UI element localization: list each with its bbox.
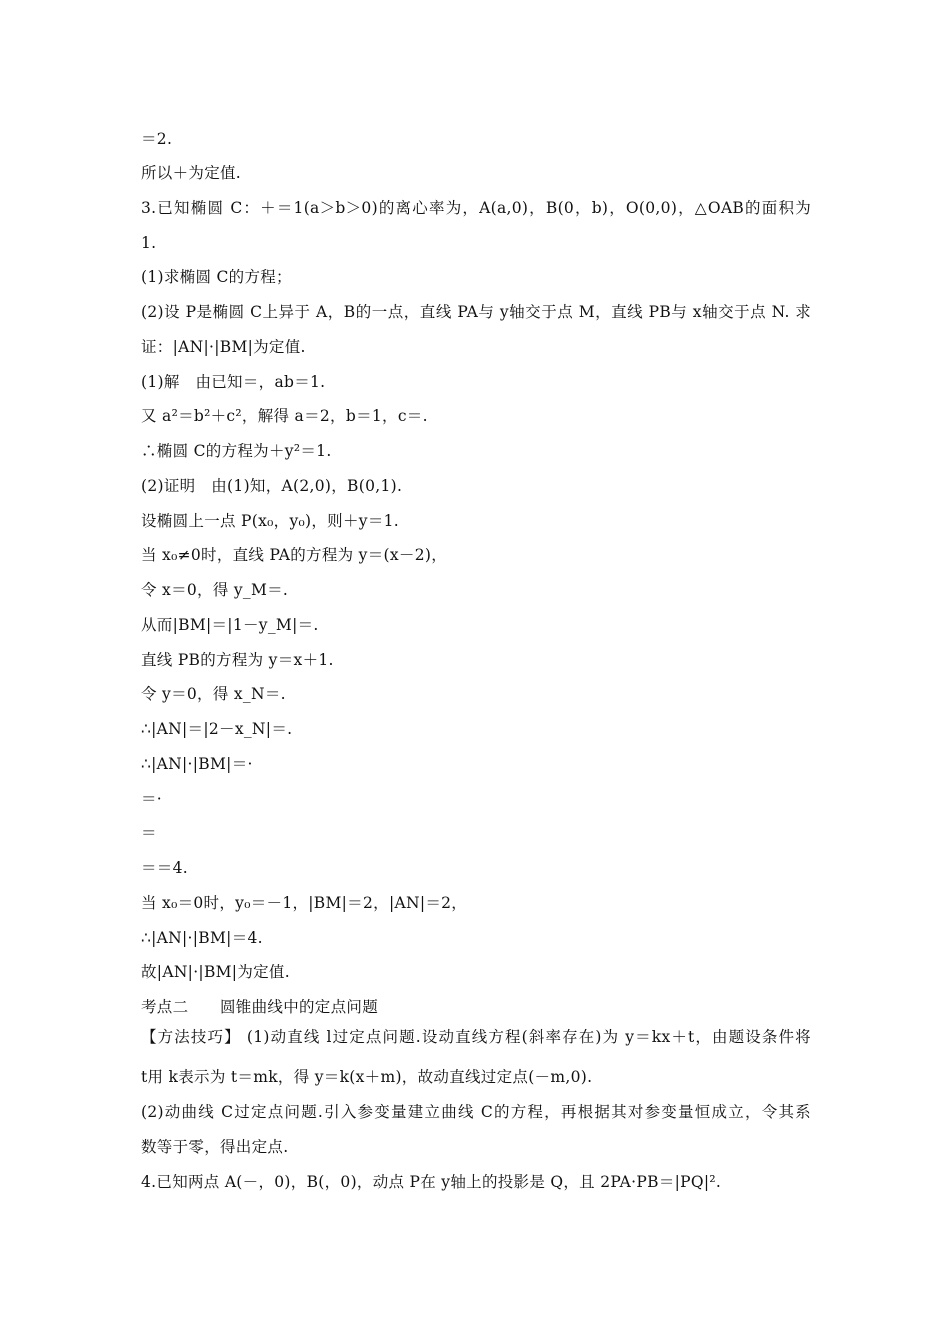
text-line: ∴|AN|·|BM|＝· [141,755,253,773]
text-line: t用 k表示为 t＝mk，得 y＝k(x＋m)，故动直线过定点(－m,0). [141,1068,593,1086]
text-line: ∴|AN|·|BM|＝4. [141,929,263,947]
text-line: 所以＋为定值. [141,164,242,182]
text-line: 1. [141,234,157,252]
text-line: 当 x₀≠0时，直线 PA的方程为 y＝(x－2)， [141,546,448,564]
problem-3-statement: 3.已知椭圆 C：＋＝1(a＞b＞0)的离心率为，A(a,0)，B(0，b)，O(0,0)，△OAB的面积为 [141,199,811,217]
text-line: 令 x＝0，得 y_M＝. [141,581,289,599]
text-line: 数等于零，得出定点. [141,1138,289,1156]
text-line: 故|AN|·|BM|为定值. [141,963,290,981]
method-tip: 【方法技巧】 (1)动直线 l过定点问题.设动直线方程(斜率存在)为 y＝kx＋t，由题设条件将 [141,1028,811,1046]
text-line: ∴|AN|＝|2－x_N|＝. [141,720,293,738]
text-line: 证：|AN|·|BM|为定值. [141,338,306,356]
text-line: ＝2. [141,130,173,148]
problem-4-statement: 4.已知两点 A(－，0)，B(，0)，动点 P在 y轴上的投影是 Q，且 2PA·PB＝|PQ|². [141,1173,722,1191]
text-line: 从而|BM|＝|1－y_M|＝. [141,616,319,634]
text-line: ＝＝4. [141,859,188,877]
text-line: 当 x₀＝0时，y₀＝－1，|BM|＝2，|AN|＝2， [141,894,468,912]
text-line: 令 y＝0，得 x_N＝. [141,685,286,703]
question-2: (2)设 P是椭圆 C上异于 A，B的一点，直线 PA与 y轴交于点 M，直线 PB与 x轴交于点 N. 求 [141,303,811,321]
text-line: (2)动曲线 C过定点问题.引入参变量建立曲线 C的方程，再根据其对参变量恒成立，令其系 [141,1103,811,1121]
text-line: 又 a²＝b²＋c²，解得 a＝2，b＝1，c＝. [141,407,428,425]
text-line: ＝· [141,790,163,808]
text-line: 直线 PB的方程为 y＝x＋1. [141,651,334,669]
question-1: (1)求椭圆 C的方程； [141,268,292,286]
text-line: ＝ [141,824,157,842]
section-heading: 考点二 圆锥曲线中的定点问题 [141,998,379,1016]
text-line: 设椭圆上一点 P(x₀，y₀)，则＋y＝1. [141,512,400,530]
text-line: ∴椭圆 C的方程为＋y²＝1. [141,442,332,460]
solution-1: (1)解 由已知＝，ab＝1. [141,373,326,391]
proof-2: (2)证明 由(1)知，A(2,0)，B(0,1). [141,477,403,495]
